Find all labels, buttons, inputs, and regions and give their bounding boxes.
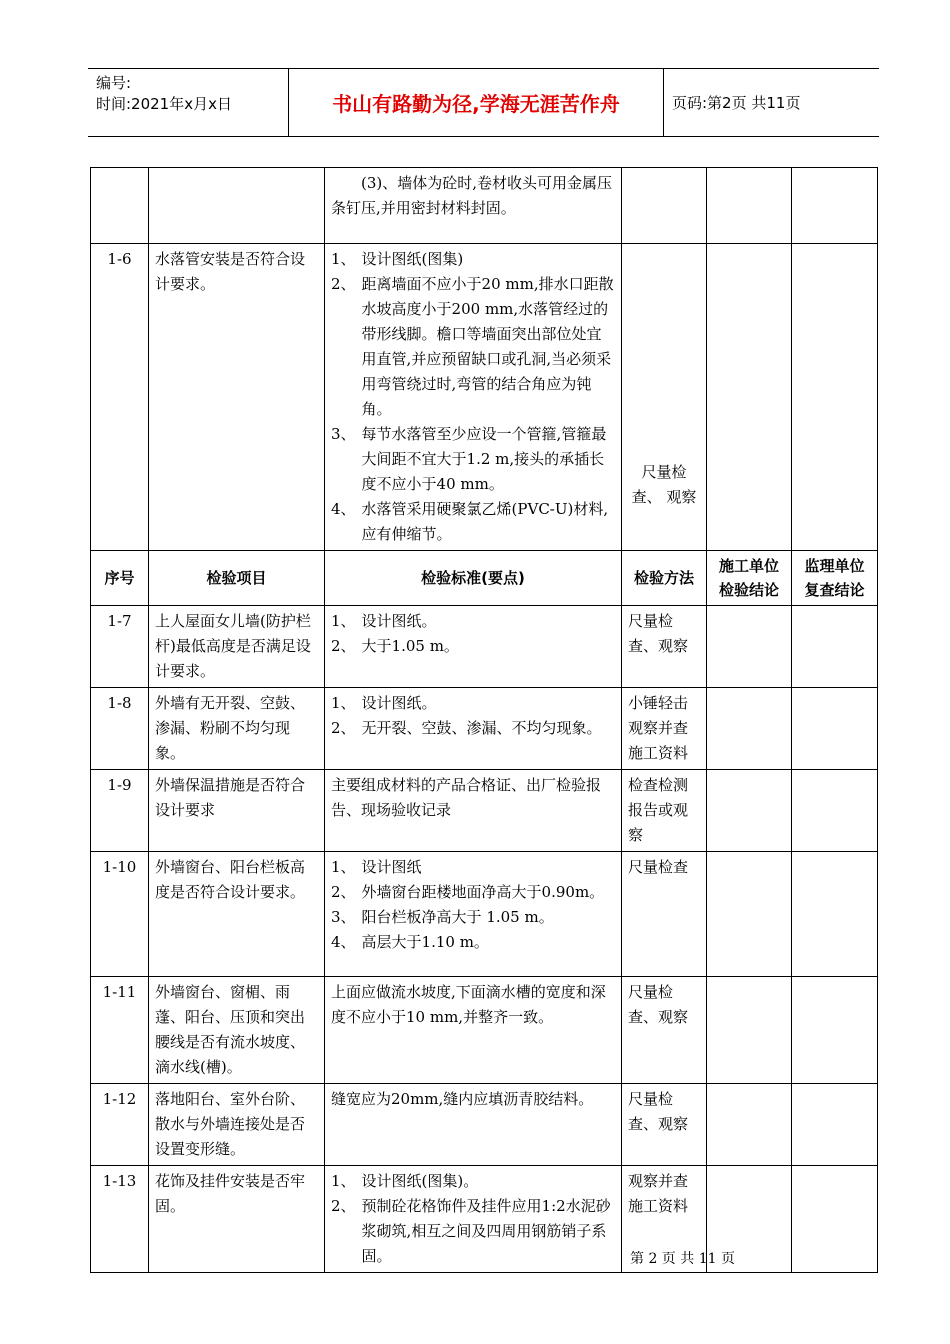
standard-line (331, 1169, 615, 1194)
inspection-table (90, 167, 878, 1273)
page-footer: 第 2 页 共 11 页 (630, 1251, 735, 1267)
method-cell: 尺量检查、观察 (622, 606, 707, 688)
standard-line (331, 1087, 615, 1112)
method-cell: 尺量检查、观察 (622, 1084, 707, 1166)
table-row-1-6 (91, 244, 878, 551)
contractor-conclusion-cell (707, 852, 792, 977)
seq-cell: 1-7 (91, 606, 149, 688)
contractor-conclusion-cell (707, 606, 792, 688)
header-motto: 书山有路勤为径,学海无涯苦作舟 (288, 69, 664, 136)
standard-text: 预制砼花格饰件及挂件应用1:2水泥砂浆砌筑,相互之间及四周用钢筋销子系固。 (361, 1197, 611, 1265)
standard-cell (325, 244, 622, 551)
standard-number: 1、 (331, 250, 356, 268)
header-contractor: 施工单位检验结论 (707, 551, 792, 606)
table-header-row (91, 551, 878, 606)
supervisor-conclusion-cell (792, 1166, 878, 1273)
code-label: 编号: (96, 74, 132, 92)
table-row-continued (91, 168, 878, 244)
standard-number: 2、 (331, 883, 356, 901)
seq-cell: 1-13 (91, 1166, 149, 1273)
contractor-conclusion-cell (707, 1084, 792, 1166)
contractor-conclusion-cell (707, 977, 792, 1084)
header-standard: 检验标准(要点) (325, 551, 622, 606)
method-cell: 检查检测报告或观察 (622, 770, 707, 852)
header-supervisor: 监理单位复查结论 (792, 551, 878, 606)
standard-number: 2、 (331, 719, 356, 737)
header-method: 检验方法 (622, 551, 707, 606)
standard-cell (325, 770, 622, 852)
standard-text: 每节水落管至少应设一个管箍,管箍最大间距不宜大于1.2 m,接头的承插长度不应小于40 mm。 (361, 425, 607, 493)
standard-number: 1、 (331, 612, 356, 630)
standard-text: 距离墙面不应小于20 mm,排水口距散水坡高度小于200 mm,水落管经过的带形线脚。檐口等墙面突出部位处宜用直管,并应预留缺口或孔洞,当必须采用弯管绕过时,弯管的结合角应为钝角。 (361, 275, 614, 418)
standard-line (331, 497, 615, 547)
standard-line (331, 272, 615, 422)
standard-line (331, 905, 615, 930)
standard-text: 外墙窗台距楼地面净高大于0.90m。 (361, 883, 605, 901)
method-cell (622, 244, 707, 551)
standard-number: 2、 (331, 1197, 356, 1215)
table-row (91, 852, 878, 977)
standard-cell (325, 1166, 622, 1273)
standard-cell (325, 168, 622, 244)
standard-cell (325, 688, 622, 770)
method-cell: 尺量检查 (622, 852, 707, 977)
standard-number: 4、 (331, 500, 356, 518)
method-cell: 小锤轻击观察并查施工资料 (622, 688, 707, 770)
standard-number: 3、 (331, 425, 356, 443)
standard-text: 水落管采用硬聚氯乙烯(PVC-U)材料,应有伸缩节。 (361, 500, 609, 543)
standard-number: 2、 (331, 637, 356, 655)
page-header (88, 68, 879, 137)
supervisor-conclusion-cell (792, 168, 878, 244)
item-cell (149, 168, 325, 244)
seq-cell: 1-12 (91, 1084, 149, 1166)
standard-text: 阳台栏板净高大于 1.05 m。 (361, 908, 554, 926)
header-page-number: 页码:第2页 共11页 (672, 94, 801, 112)
header-item: 检验项目 (149, 551, 325, 606)
seq-cell: 1-8 (91, 688, 149, 770)
standard-number: 2、 (331, 275, 356, 293)
method-cell: 尺量检查、观察 (622, 977, 707, 1084)
supervisor-conclusion-cell (792, 852, 878, 977)
table-row (91, 606, 878, 688)
standard-text: 设计图纸(图集) (361, 250, 464, 268)
standard-number: 1、 (331, 1172, 356, 1190)
standard-number: 1、 (331, 858, 356, 876)
method-text: 尺量检查、 观察 (631, 463, 697, 506)
seq-cell: 1-10 (91, 852, 149, 977)
standard-text: 上面应做流水坡度,下面滴水槽的宽度和深度不应小于10 mm,并整齐一致。 (331, 983, 606, 1026)
standard-text: 设计图纸(图集)。 (361, 1172, 479, 1190)
standard-line (331, 930, 615, 955)
standard-line (331, 1194, 615, 1269)
standard-text: (3)、墙体为砼时,卷材收头可用金属压条钉压,并用密封材料封固。 (331, 174, 613, 217)
supervisor-conclusion-cell (792, 977, 878, 1084)
method-cell: 观察并查施工资料 (622, 1166, 707, 1273)
item-cell: 外墙保温措施是否符合设计要求 (149, 770, 325, 852)
table-row (91, 688, 878, 770)
standard-cell (325, 977, 622, 1084)
item-cell: 落地阳台、室外台阶、散水与外墙连接处是否设置变形缝。 (149, 1084, 325, 1166)
standard-line (331, 773, 615, 823)
standard-line (331, 855, 615, 880)
seq-cell: 1-6 (91, 244, 149, 551)
standard-cell (325, 1084, 622, 1166)
standard-cell (325, 852, 622, 977)
standard-text: 缝宽应为20mm,缝内应填沥青胶结料。 (331, 1090, 594, 1108)
standard-text: 主要组成材料的产品合格证、出厂检验报告、现场验收记录 (331, 776, 602, 819)
standard-line (331, 880, 615, 905)
item-cell: 外墙有无开裂、空鼓、渗漏、粉刷不均匀现象。 (149, 688, 325, 770)
standard-number: 1、 (331, 694, 356, 712)
standard-line (331, 422, 615, 497)
table-row (91, 1084, 878, 1166)
standard-text: 大于1.05 m。 (361, 637, 459, 655)
item-cell: 花饰及挂件安装是否牢固。 (149, 1166, 325, 1273)
supervisor-conclusion-cell (792, 244, 878, 551)
item-cell: 水落管安装是否符合设计要求。 (149, 244, 325, 551)
contractor-conclusion-cell (707, 770, 792, 852)
method-cell (622, 168, 707, 244)
standard-text: 设计图纸。 (361, 694, 437, 712)
supervisor-conclusion-cell (792, 770, 878, 852)
standard-text: 设计图纸。 (361, 612, 437, 630)
header-seq: 序号 (91, 551, 149, 606)
date-label: 时间:2021年x月x日 (96, 95, 232, 113)
seq-cell: 1-11 (91, 977, 149, 1084)
item-cell: 外墙窗台、阳台栏板高度是否符合设计要求。 (149, 852, 325, 977)
standard-text: 高层大于1.10 m。 (361, 933, 489, 951)
standard-line (331, 691, 615, 716)
contractor-conclusion-cell (707, 244, 792, 551)
supervisor-conclusion-cell (792, 606, 878, 688)
standard-number: 3、 (331, 908, 356, 926)
table-row (91, 977, 878, 1084)
supervisor-conclusion-cell (792, 688, 878, 770)
standard-cell (325, 606, 622, 688)
table-row (91, 1166, 878, 1273)
standard-number: 4、 (331, 933, 356, 951)
standard-text: 设计图纸 (361, 858, 422, 876)
standard-line (331, 609, 615, 634)
standard-line (331, 247, 615, 272)
standard-line (331, 634, 615, 659)
standard-line (331, 716, 615, 741)
item-cell: 上人屋面女儿墙(防护栏杆)最低高度是否满足设计要求。 (149, 606, 325, 688)
standard-line (331, 980, 615, 1030)
table-row (91, 770, 878, 852)
seq-cell (91, 168, 149, 244)
contractor-conclusion-cell (707, 168, 792, 244)
header-meta (88, 69, 288, 136)
supervisor-conclusion-cell (792, 1084, 878, 1166)
standard-text: 无开裂、空鼓、渗漏、不均匀现象。 (361, 719, 602, 737)
item-cell: 外墙窗台、窗楣、雨蓬、阳台、压顶和突出腰线是否有流水坡度、滴水线(槽)。 (149, 977, 325, 1084)
seq-cell: 1-9 (91, 770, 149, 852)
contractor-conclusion-cell (707, 688, 792, 770)
